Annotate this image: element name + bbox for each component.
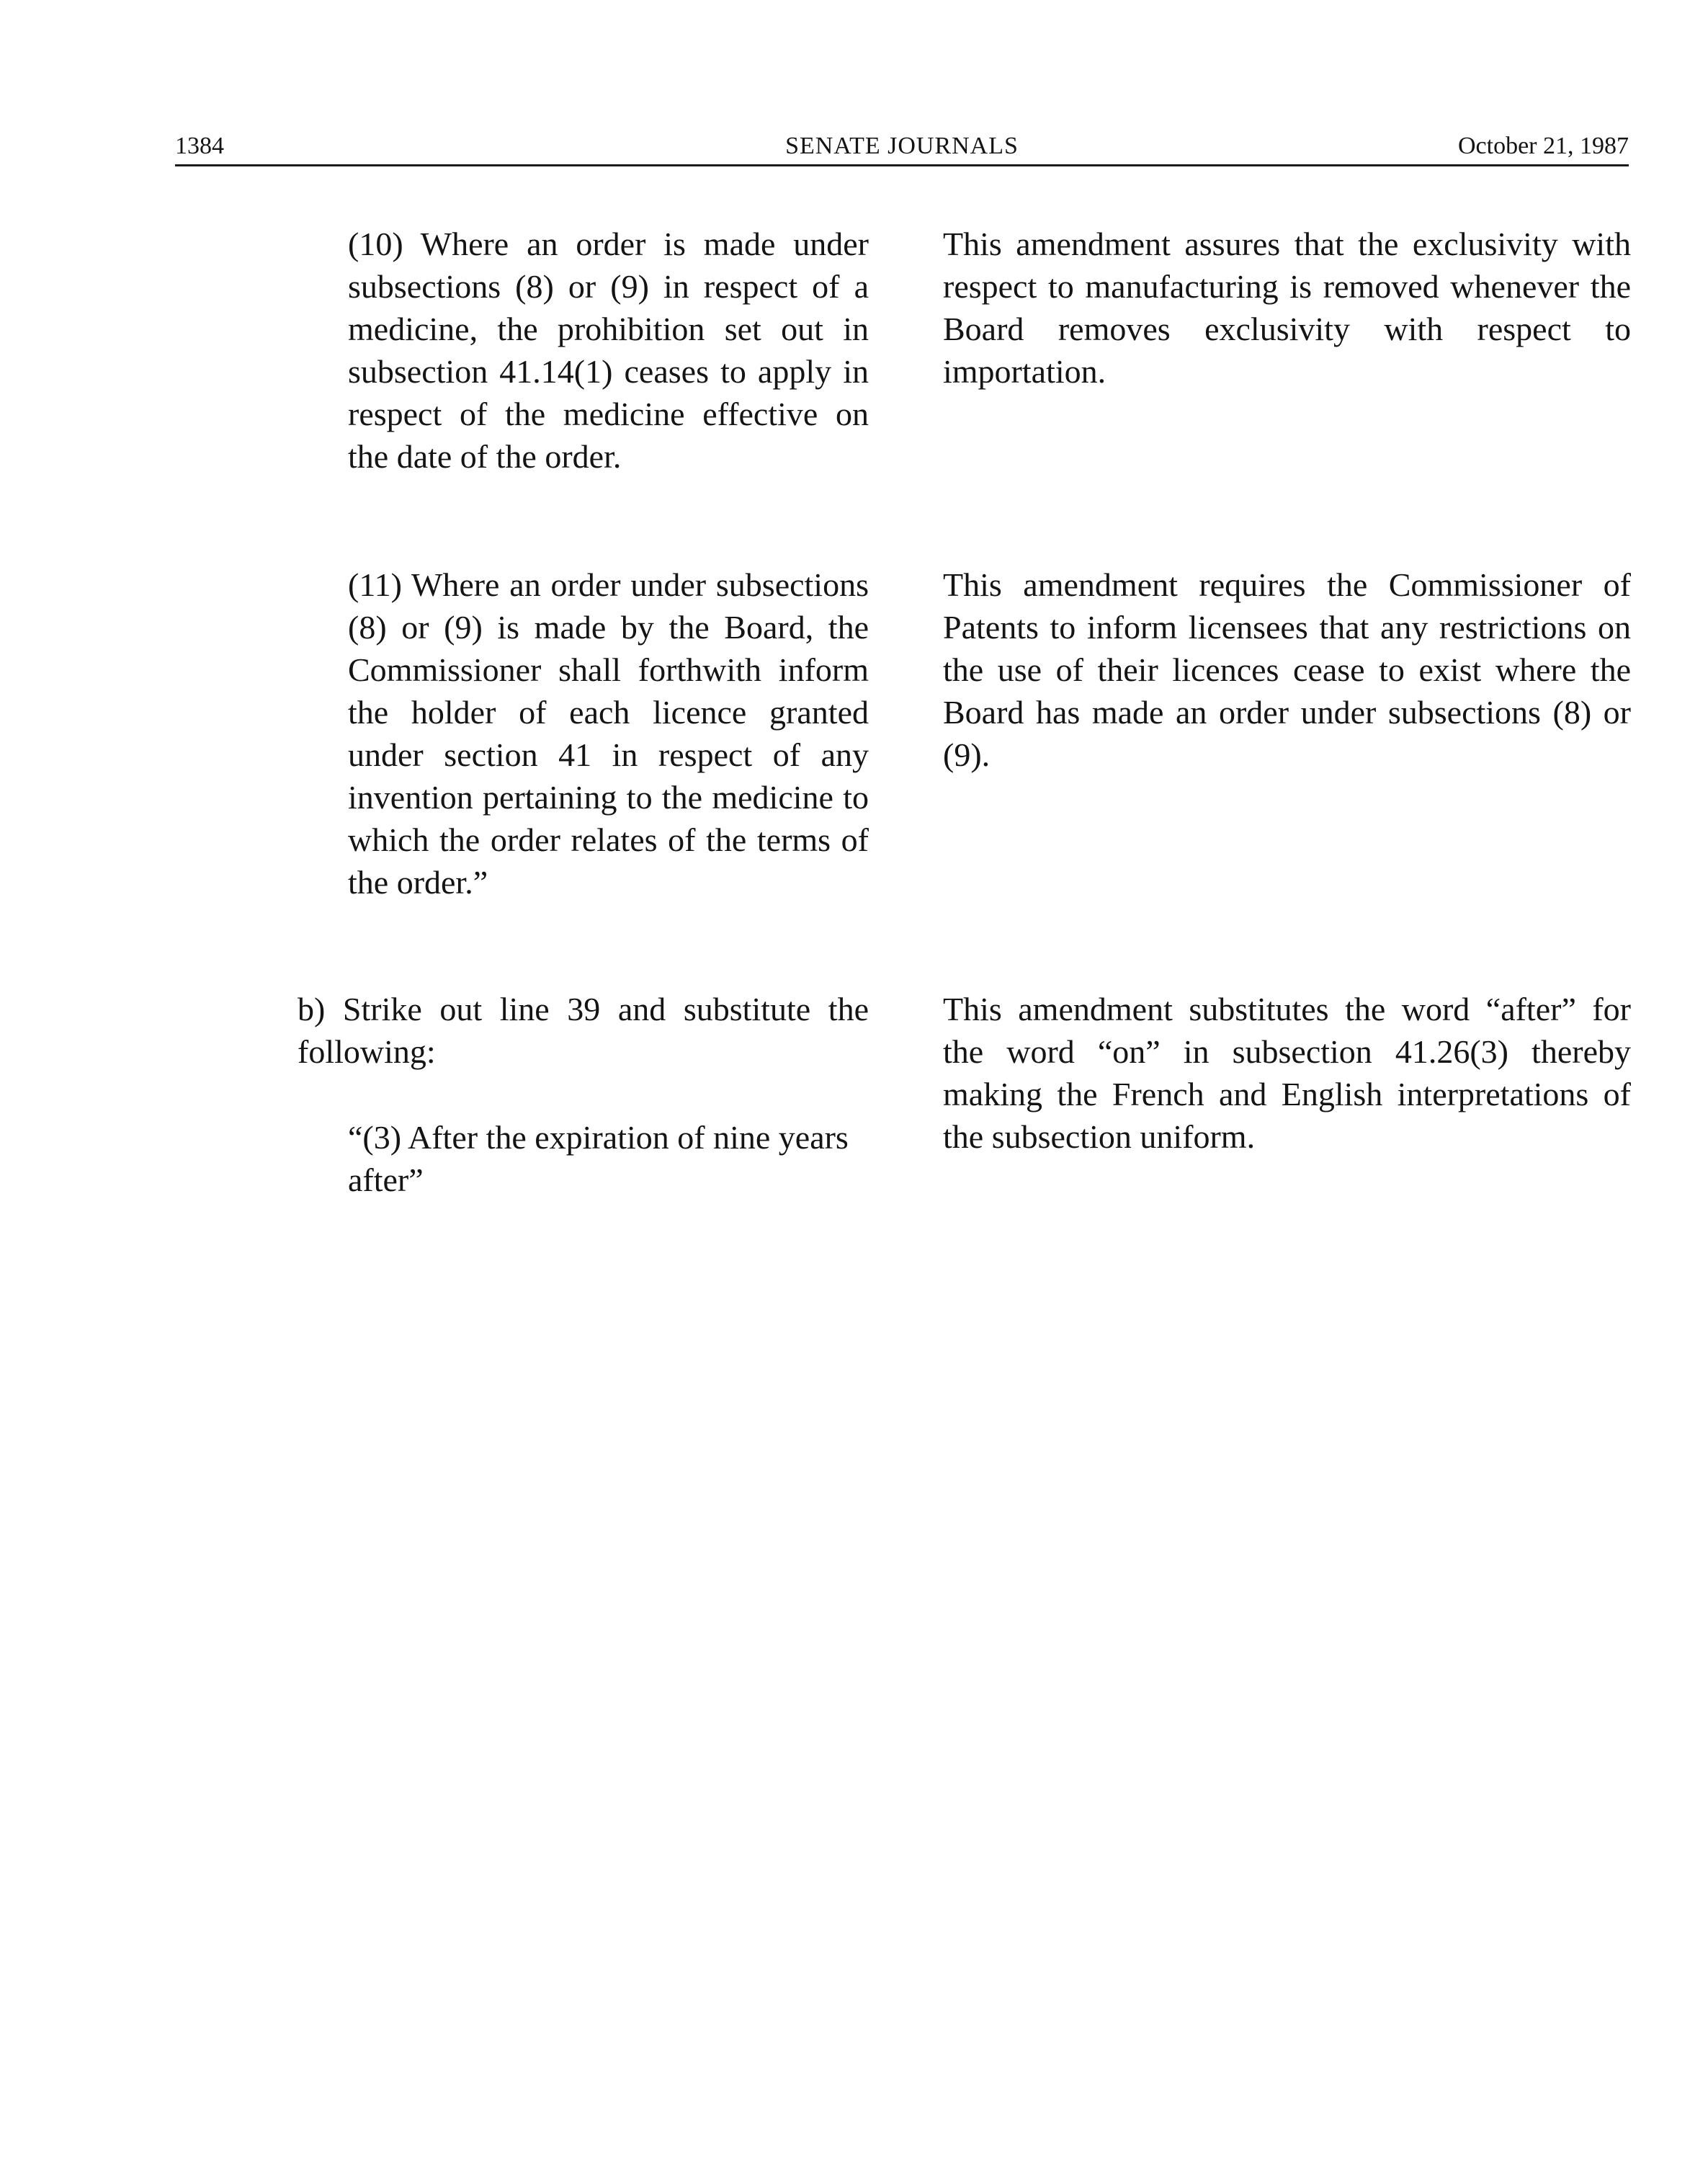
amendment-text-11: (11) Where an order under subsections (8) or (9) is made by the Board, the Commissioner shall forthwith inform the holder of each licence granted under section 41 in respect of any invention pertaining to the medicine to which the order relates of the terms of the order.” <box>348 566 869 901</box>
journal-date: October 21, 1987 <box>1457 133 1629 159</box>
amendment-instruction-b: b) Strike out line 39 and substitute the following: <box>298 991 869 1070</box>
amendment-explanation-11: This amendment requires the Commissioner of Patents to inform licensees that any restrictions on the use of their licences cease to exist where the Board has made an order under subsections (8) or (9). <box>943 566 1631 773</box>
amendment-text-10: (10) Where an order is made under subsections (8) or (9) in respect of a medicine, the prohibition set out in subsection 41.14(1) ceases to apply in respect of the medicine effective on the date of the order. <box>348 226 869 475</box>
running-head <box>175 128 1629 164</box>
header-rule <box>175 164 1629 166</box>
amendment-subclause-3: “(3) After the expiration of nine years after” <box>348 1119 849 1198</box>
journal-title: SENATE JOURNALS <box>785 133 1019 159</box>
page-number: 1384 <box>175 133 224 159</box>
amendment-explanation-b: This amendment substitutes the word “after” for the word “on” in subsection 41.26(3) thereby making the French and English interpretations of the subsection uniform. <box>943 991 1631 1155</box>
amendment-explanation-10: This amendment assures that the exclusivity with respect to manufacturing is removed whenever the Board removes exclusivity with respect to importation. <box>943 226 1631 390</box>
